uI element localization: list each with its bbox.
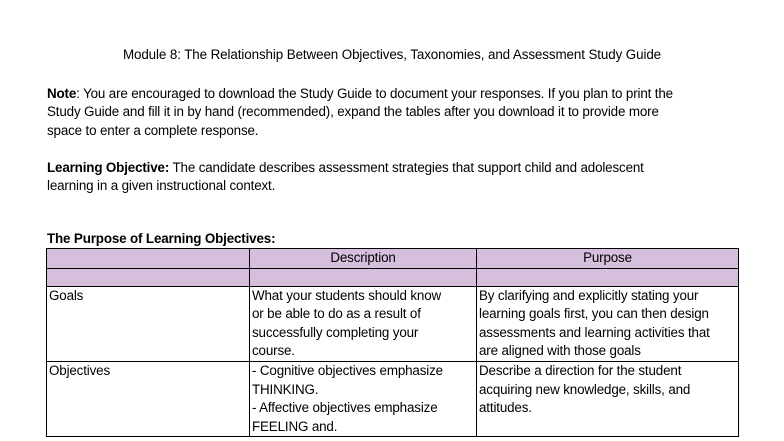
goals-description-line: What your students should know [252, 287, 442, 303]
note-label: Note [47, 86, 77, 101]
table-title: The Purpose of Learning Objectives: [47, 231, 276, 246]
goals-purpose-line: assessments and learning activities that [479, 324, 710, 340]
note-line-2: Study Guide and fill it in by hand (recommended), expand the tables after you download it to provide more [47, 104, 659, 120]
note-line-3: space to enter a complete response. [47, 122, 259, 138]
objectives-purpose-line: Describe a direction for the student [479, 362, 682, 378]
objectives-description [250, 361, 477, 436]
goals-description-line: successfully completing your [252, 324, 419, 340]
shaded-cell [47, 268, 250, 286]
learning-objective-paragraph [47, 159, 747, 196]
row-label-objectives: Objectives [47, 361, 250, 436]
table-row [47, 286, 739, 361]
objectives-purpose [477, 361, 739, 436]
table-row [47, 361, 739, 436]
objectives-table [46, 248, 739, 437]
objectives-purpose-line: attitudes. [479, 400, 532, 416]
objectives-purpose-line: acquiring new knowledge, skills, and [479, 381, 691, 397]
header-empty-cell [47, 249, 250, 269]
objectives-description-line: FEELING and. [252, 418, 338, 434]
shaded-cell [250, 268, 477, 286]
goals-description [250, 286, 477, 361]
shaded-cell [477, 268, 739, 286]
goals-description-line: or be able to do as a result of [252, 306, 421, 322]
goals-purpose-line: are aligned with those goals [479, 343, 641, 359]
goals-purpose-line: learning goals first, you can then design [479, 306, 709, 322]
note-line-1: : You are encouraged to download the Study Guide to document your responses. If you plan to print the [76, 86, 673, 101]
goals-description-line: course. [252, 343, 295, 359]
document-title: Module 8: The Relationship Between Objectives, Taxonomies, and Assessment Study Guide [122, 47, 662, 62]
goals-purpose-line: By clarifying and explicitly stating your [479, 287, 699, 303]
header-description: Description [250, 249, 477, 269]
table-shaded-row [47, 268, 739, 286]
objectives-description-line: - Affective objectives emphasize [252, 400, 438, 416]
row-label-goals: Goals [47, 286, 250, 361]
objectives-description-line: - Cognitive objectives emphasize [252, 362, 443, 378]
table-header-row [47, 249, 739, 269]
learning-objective-label: Learning Objective: [47, 160, 170, 175]
goals-purpose [477, 286, 739, 361]
objectives-description-line: THINKING. [252, 381, 319, 397]
learning-objective-line-2: learning in a given instructional context. [47, 178, 276, 194]
header-purpose: Purpose [477, 249, 739, 269]
learning-objective-line-1: The candidate describes assessment strategies that support child and adolescent [169, 160, 644, 175]
note-paragraph [47, 85, 747, 140]
